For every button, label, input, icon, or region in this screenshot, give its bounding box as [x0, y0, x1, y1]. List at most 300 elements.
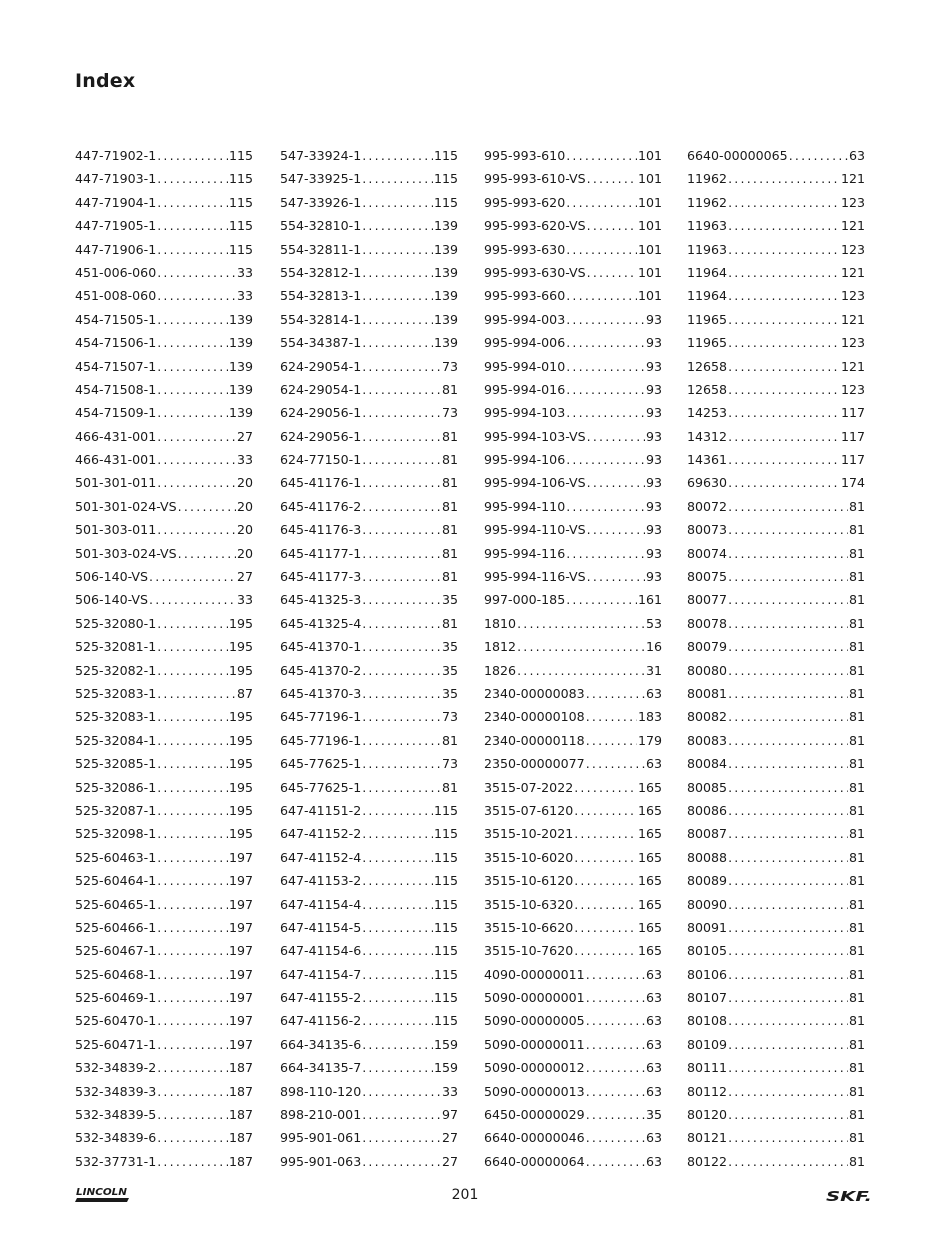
dot-leader — [362, 495, 441, 518]
page-reference: 165 — [637, 826, 662, 842]
dot-leader — [728, 729, 848, 752]
index-column-4 — [687, 144, 865, 1173]
part-number: 624-29054-1 — [280, 358, 362, 374]
page-reference: 115 — [228, 148, 253, 163]
dot-leader — [566, 238, 637, 261]
part-number: 11965 — [687, 311, 728, 327]
dot-leader — [157, 916, 228, 939]
dot-leader — [157, 378, 228, 401]
page-reference: 35 — [441, 639, 458, 655]
page-reference: 115 — [228, 218, 253, 234]
page-reference: 195 — [228, 615, 253, 631]
svg-text:LINCOLN: LINCOLN — [76, 1187, 128, 1198]
page-reference: 187 — [228, 1107, 253, 1123]
index-entry — [75, 799, 253, 822]
page-reference: 187 — [228, 1060, 253, 1076]
part-number: 3515-07-6120 — [484, 802, 574, 818]
part-number: 898-110-120 — [280, 1083, 362, 1099]
dot-leader — [362, 167, 433, 190]
page-reference: 20 — [236, 475, 253, 491]
part-number: 624-29054-1 — [280, 381, 362, 397]
index-entry — [75, 635, 253, 658]
page-reference: 197 — [228, 943, 253, 959]
dot-leader — [157, 144, 228, 167]
page-reference: 81 — [848, 662, 865, 678]
dot-leader — [566, 542, 645, 565]
dot-leader — [157, 1033, 228, 1056]
part-number: 645-41370-2 — [280, 662, 362, 678]
page-reference: 195 — [228, 662, 253, 678]
index-entry — [280, 331, 458, 354]
dot-leader — [157, 893, 228, 916]
index-entry — [75, 1009, 253, 1032]
part-number: 80112 — [687, 1083, 728, 1099]
dot-leader — [728, 308, 840, 331]
page-reference: 81 — [848, 1036, 865, 1052]
part-number: 664-34135-7 — [280, 1060, 362, 1076]
dot-leader — [149, 588, 236, 611]
part-number: 11964 — [687, 288, 728, 304]
index-entry — [687, 893, 865, 916]
index-column-3 — [484, 144, 662, 1173]
index-entry — [75, 682, 253, 705]
index-entry — [484, 144, 662, 167]
index-entry — [280, 518, 458, 541]
dot-leader — [728, 939, 848, 962]
index-entry — [280, 471, 458, 494]
part-number: 645-77625-1 — [280, 779, 362, 795]
dot-leader — [728, 846, 848, 869]
index-entry — [484, 518, 662, 541]
page-reference: 197 — [228, 1036, 253, 1052]
index-entry — [484, 588, 662, 611]
page-reference: 27 — [236, 428, 253, 444]
dot-leader — [587, 261, 637, 284]
index-entry — [687, 425, 865, 448]
part-number: 80086 — [687, 802, 728, 818]
part-number: 995-901-061 — [280, 1130, 362, 1146]
part-number: 554-32811-1 — [280, 241, 362, 257]
page-reference: 63 — [645, 685, 662, 701]
index-entry — [687, 355, 865, 378]
dot-leader — [157, 308, 228, 331]
dot-leader — [574, 822, 637, 845]
dot-leader — [362, 308, 433, 331]
part-number: 1810 — [484, 615, 517, 631]
part-number: 995-993-610-VS — [484, 171, 586, 187]
dot-leader — [728, 518, 848, 541]
page-reference: 16 — [645, 639, 662, 655]
page-reference: 139 — [433, 264, 458, 280]
dot-leader — [157, 799, 228, 822]
index-entry — [280, 495, 458, 518]
page-reference: 183 — [637, 709, 662, 725]
dot-leader — [586, 1126, 645, 1149]
index-entry — [484, 893, 662, 916]
dot-leader — [566, 378, 645, 401]
part-number: 525-32083-1 — [75, 709, 157, 725]
page-reference: 115 — [433, 148, 458, 163]
dot-leader — [362, 144, 433, 167]
index-entry — [280, 378, 458, 401]
part-number: 995-901-063 — [280, 1153, 362, 1169]
part-number: 645-41325-4 — [280, 615, 362, 631]
part-number: 5090-00000012 — [484, 1060, 585, 1076]
index-entry — [280, 1126, 458, 1149]
dot-leader — [149, 565, 236, 588]
page-reference: 81 — [848, 592, 865, 608]
dot-leader — [157, 214, 228, 237]
index-entry — [280, 1150, 458, 1173]
page-reference: 81 — [441, 732, 458, 748]
dot-leader — [789, 144, 848, 167]
dot-leader — [586, 682, 645, 705]
dot-leader — [157, 986, 228, 1009]
index-entry — [687, 308, 865, 331]
page-reference: 27 — [441, 1153, 458, 1169]
index-entry — [484, 308, 662, 331]
page-reference: 187 — [228, 1130, 253, 1146]
dot-leader — [157, 635, 228, 658]
part-number: 506-140-VS — [75, 569, 149, 585]
dot-leader — [728, 588, 848, 611]
dot-leader — [157, 448, 236, 471]
page-reference: 165 — [637, 779, 662, 795]
index-entry — [75, 1056, 253, 1079]
dot-leader — [586, 705, 637, 728]
page-reference: 139 — [433, 241, 458, 257]
index-entry — [75, 588, 253, 611]
part-number: 11965 — [687, 335, 728, 351]
part-number: 451-008-060 — [75, 288, 157, 304]
part-number: 501-301-024-VS — [75, 498, 177, 514]
page-reference: 81 — [441, 381, 458, 397]
index-entry — [687, 682, 865, 705]
index-entry — [75, 939, 253, 962]
page-reference: 81 — [441, 475, 458, 491]
index-entry — [484, 752, 662, 775]
index-entry — [75, 1033, 253, 1056]
part-number: 80109 — [687, 1036, 728, 1052]
part-number: 525-32081-1 — [75, 639, 157, 655]
dot-leader — [728, 191, 840, 214]
page-reference: 81 — [441, 615, 458, 631]
part-number: 645-41176-3 — [280, 522, 362, 538]
part-number: 3515-10-7620 — [484, 943, 574, 959]
part-number: 997-000-185 — [484, 592, 566, 608]
dot-leader — [157, 425, 236, 448]
dot-leader — [728, 378, 840, 401]
dot-leader — [157, 869, 228, 892]
index-entry — [280, 846, 458, 869]
page-reference: 115 — [433, 896, 458, 912]
dot-leader — [362, 1103, 441, 1126]
part-number: 624-29056-1 — [280, 405, 362, 421]
dot-leader — [728, 916, 848, 939]
part-number: 11963 — [687, 241, 728, 257]
page-reference: 187 — [228, 1153, 253, 1169]
part-number: 664-34135-6 — [280, 1036, 362, 1052]
part-number: 14361 — [687, 452, 728, 468]
index-entry — [280, 1056, 458, 1079]
part-number: 645-41176-2 — [280, 498, 362, 514]
dot-leader — [157, 659, 228, 682]
page-reference: 81 — [441, 545, 458, 561]
index-entry — [484, 1126, 662, 1149]
page-reference: 197 — [228, 1013, 253, 1029]
part-number: 80085 — [687, 779, 728, 795]
part-number: 80122 — [687, 1153, 728, 1169]
dot-leader — [157, 261, 236, 284]
index-entry — [280, 729, 458, 752]
part-number: 3515-10-2021 — [484, 826, 574, 842]
index-entry — [484, 378, 662, 401]
index-entry — [687, 963, 865, 986]
dot-leader — [586, 1080, 645, 1103]
part-number: 3515-07-2022 — [484, 779, 574, 795]
page-reference: 81 — [848, 943, 865, 959]
dot-leader — [728, 869, 848, 892]
index-entry — [484, 448, 662, 471]
part-number: 995-994-010 — [484, 358, 566, 374]
page-reference: 139 — [433, 288, 458, 304]
dot-leader — [566, 448, 645, 471]
part-number: 554-32813-1 — [280, 288, 362, 304]
part-number: 80121 — [687, 1130, 728, 1146]
dot-leader — [157, 776, 228, 799]
part-number: 645-41370-3 — [280, 685, 362, 701]
page-title: Index — [75, 70, 136, 92]
index-entry — [75, 425, 253, 448]
index-entry — [75, 565, 253, 588]
page-reference: 31 — [645, 662, 662, 678]
page-reference: 81 — [848, 849, 865, 865]
part-number: 80090 — [687, 896, 728, 912]
index-entry — [75, 659, 253, 682]
dot-leader — [362, 776, 441, 799]
page-reference: 123 — [840, 381, 865, 397]
dot-leader — [587, 214, 637, 237]
page-reference: 93 — [645, 335, 662, 351]
index-entry — [280, 893, 458, 916]
dot-leader — [362, 191, 433, 214]
part-number: 995-993-630 — [484, 241, 566, 257]
page-reference: 93 — [645, 522, 662, 538]
index-entry — [687, 1009, 865, 1032]
dot-leader — [362, 214, 433, 237]
part-number: 525-32084-1 — [75, 732, 157, 748]
index-column-1 — [75, 144, 253, 1173]
part-number: 454-71507-1 — [75, 358, 157, 374]
dot-leader — [362, 1009, 433, 1032]
index-entry — [75, 261, 253, 284]
dot-leader — [566, 588, 637, 611]
index-entry — [484, 355, 662, 378]
page-reference: 197 — [228, 896, 253, 912]
part-number: 995-994-110-VS — [484, 522, 586, 538]
part-number: 3515-10-6620 — [484, 919, 574, 935]
index-entry — [687, 378, 865, 401]
part-number: 80105 — [687, 943, 728, 959]
dot-leader — [586, 986, 645, 1009]
dot-leader — [586, 1103, 645, 1126]
page-reference: 81 — [848, 1130, 865, 1146]
part-number: 80073 — [687, 522, 728, 538]
page-reference: 115 — [433, 943, 458, 959]
dot-leader — [362, 986, 433, 1009]
part-number: 525-60466-1 — [75, 919, 157, 935]
part-number: 995-994-106 — [484, 452, 566, 468]
page-reference: 81 — [848, 732, 865, 748]
page-reference: 81 — [848, 709, 865, 725]
dot-leader — [728, 612, 848, 635]
page-reference: 121 — [840, 358, 865, 374]
part-number: 6640-00000065 — [687, 148, 788, 163]
part-number: 995-993-660 — [484, 288, 566, 304]
dot-leader — [566, 331, 645, 354]
page-reference: 63 — [645, 990, 662, 1006]
dot-leader — [728, 1103, 848, 1126]
index-entry — [484, 471, 662, 494]
dot-leader — [574, 869, 637, 892]
dot-leader — [517, 635, 645, 658]
dot-leader — [728, 261, 840, 284]
page-reference: 115 — [433, 919, 458, 935]
page-reference: 93 — [645, 428, 662, 444]
page-reference: 115 — [228, 171, 253, 187]
dot-leader — [362, 799, 433, 822]
page-reference: 195 — [228, 732, 253, 748]
index-entry — [687, 495, 865, 518]
part-number: 647-41151-2 — [280, 802, 362, 818]
part-number: 14253 — [687, 405, 728, 421]
index-entry — [484, 939, 662, 962]
page-reference: 123 — [840, 335, 865, 351]
part-number: 525-32082-1 — [75, 662, 157, 678]
part-number: 647-41154-6 — [280, 943, 362, 959]
dot-leader — [362, 869, 433, 892]
part-number: 647-41154-5 — [280, 919, 362, 935]
page-reference: 63 — [645, 1083, 662, 1099]
page-reference: 81 — [848, 545, 865, 561]
index-entry — [687, 822, 865, 845]
page-reference: 63 — [645, 1036, 662, 1052]
page-reference: 20 — [236, 545, 253, 561]
dot-leader — [728, 635, 848, 658]
dot-leader — [157, 846, 228, 869]
index-entry — [687, 144, 865, 167]
page-reference: 121 — [840, 218, 865, 234]
part-number: 506-140-VS — [75, 592, 149, 608]
dot-leader — [362, 471, 441, 494]
page-reference: 197 — [228, 873, 253, 889]
dot-leader — [157, 355, 228, 378]
page-reference: 73 — [441, 405, 458, 421]
part-number: 525-32098-1 — [75, 826, 157, 842]
page-reference: 195 — [228, 826, 253, 842]
index-entry — [484, 729, 662, 752]
dot-leader — [362, 612, 441, 635]
part-number: 6450-00000029 — [484, 1107, 585, 1123]
index-entry — [280, 401, 458, 424]
index-entry — [484, 963, 662, 986]
index-entry — [687, 612, 865, 635]
page-reference: 139 — [228, 335, 253, 351]
page-reference: 63 — [645, 966, 662, 982]
page-reference: 73 — [441, 709, 458, 725]
part-number: 624-29056-1 — [280, 428, 362, 444]
index-entry — [280, 1009, 458, 1032]
page-reference: 101 — [637, 288, 662, 304]
index-entry — [687, 846, 865, 869]
page-reference: 35 — [441, 592, 458, 608]
index-entry — [75, 705, 253, 728]
page-reference: 63 — [645, 1130, 662, 1146]
page-reference: 165 — [637, 802, 662, 818]
dot-leader — [586, 1056, 645, 1079]
index-entry — [484, 635, 662, 658]
index-entry — [75, 167, 253, 190]
dot-leader — [362, 238, 433, 261]
index-entry — [687, 705, 865, 728]
dot-leader — [728, 471, 840, 494]
page-reference: 187 — [228, 1083, 253, 1099]
dot-leader — [574, 893, 637, 916]
index-entry — [75, 1080, 253, 1103]
dot-leader — [157, 1103, 228, 1126]
part-number: 995-994-110 — [484, 498, 566, 514]
page-reference: 81 — [441, 428, 458, 444]
index-entry — [687, 1056, 865, 1079]
index-entry — [484, 682, 662, 705]
part-number: 501-303-011 — [75, 522, 157, 538]
part-number: 525-32085-1 — [75, 756, 157, 772]
page-reference: 81 — [848, 522, 865, 538]
part-number: 3515-10-6020 — [484, 849, 574, 865]
dot-leader — [362, 846, 433, 869]
part-number: 547-33925-1 — [280, 171, 362, 187]
part-number: 80088 — [687, 849, 728, 865]
part-number: 995-994-106-VS — [484, 475, 586, 491]
page-reference: 81 — [848, 615, 865, 631]
index-entry — [75, 1103, 253, 1126]
index-entry — [687, 518, 865, 541]
index-entry — [687, 729, 865, 752]
part-number: 80077 — [687, 592, 728, 608]
part-number: 645-41325-3 — [280, 592, 362, 608]
part-number: 80079 — [687, 639, 728, 655]
page-reference: 63 — [645, 1060, 662, 1076]
dot-leader — [362, 448, 441, 471]
part-number: 647-41155-2 — [280, 990, 362, 1006]
page-reference: 195 — [228, 779, 253, 795]
page-reference: 139 — [433, 311, 458, 327]
part-number: 2340-00000083 — [484, 685, 585, 701]
part-number: 447-71904-1 — [75, 194, 157, 210]
dot-leader — [728, 1126, 848, 1149]
page-reference: 123 — [840, 288, 865, 304]
part-number: 995-993-610 — [484, 148, 566, 163]
part-number: 454-71508-1 — [75, 381, 157, 397]
dot-leader — [566, 355, 645, 378]
page-reference: 20 — [236, 498, 253, 514]
dot-leader — [728, 776, 848, 799]
index-entry — [280, 238, 458, 261]
page-reference: 81 — [441, 779, 458, 795]
part-number: 995-994-116-VS — [484, 569, 586, 585]
part-number: 80075 — [687, 569, 728, 585]
dot-leader — [362, 729, 441, 752]
